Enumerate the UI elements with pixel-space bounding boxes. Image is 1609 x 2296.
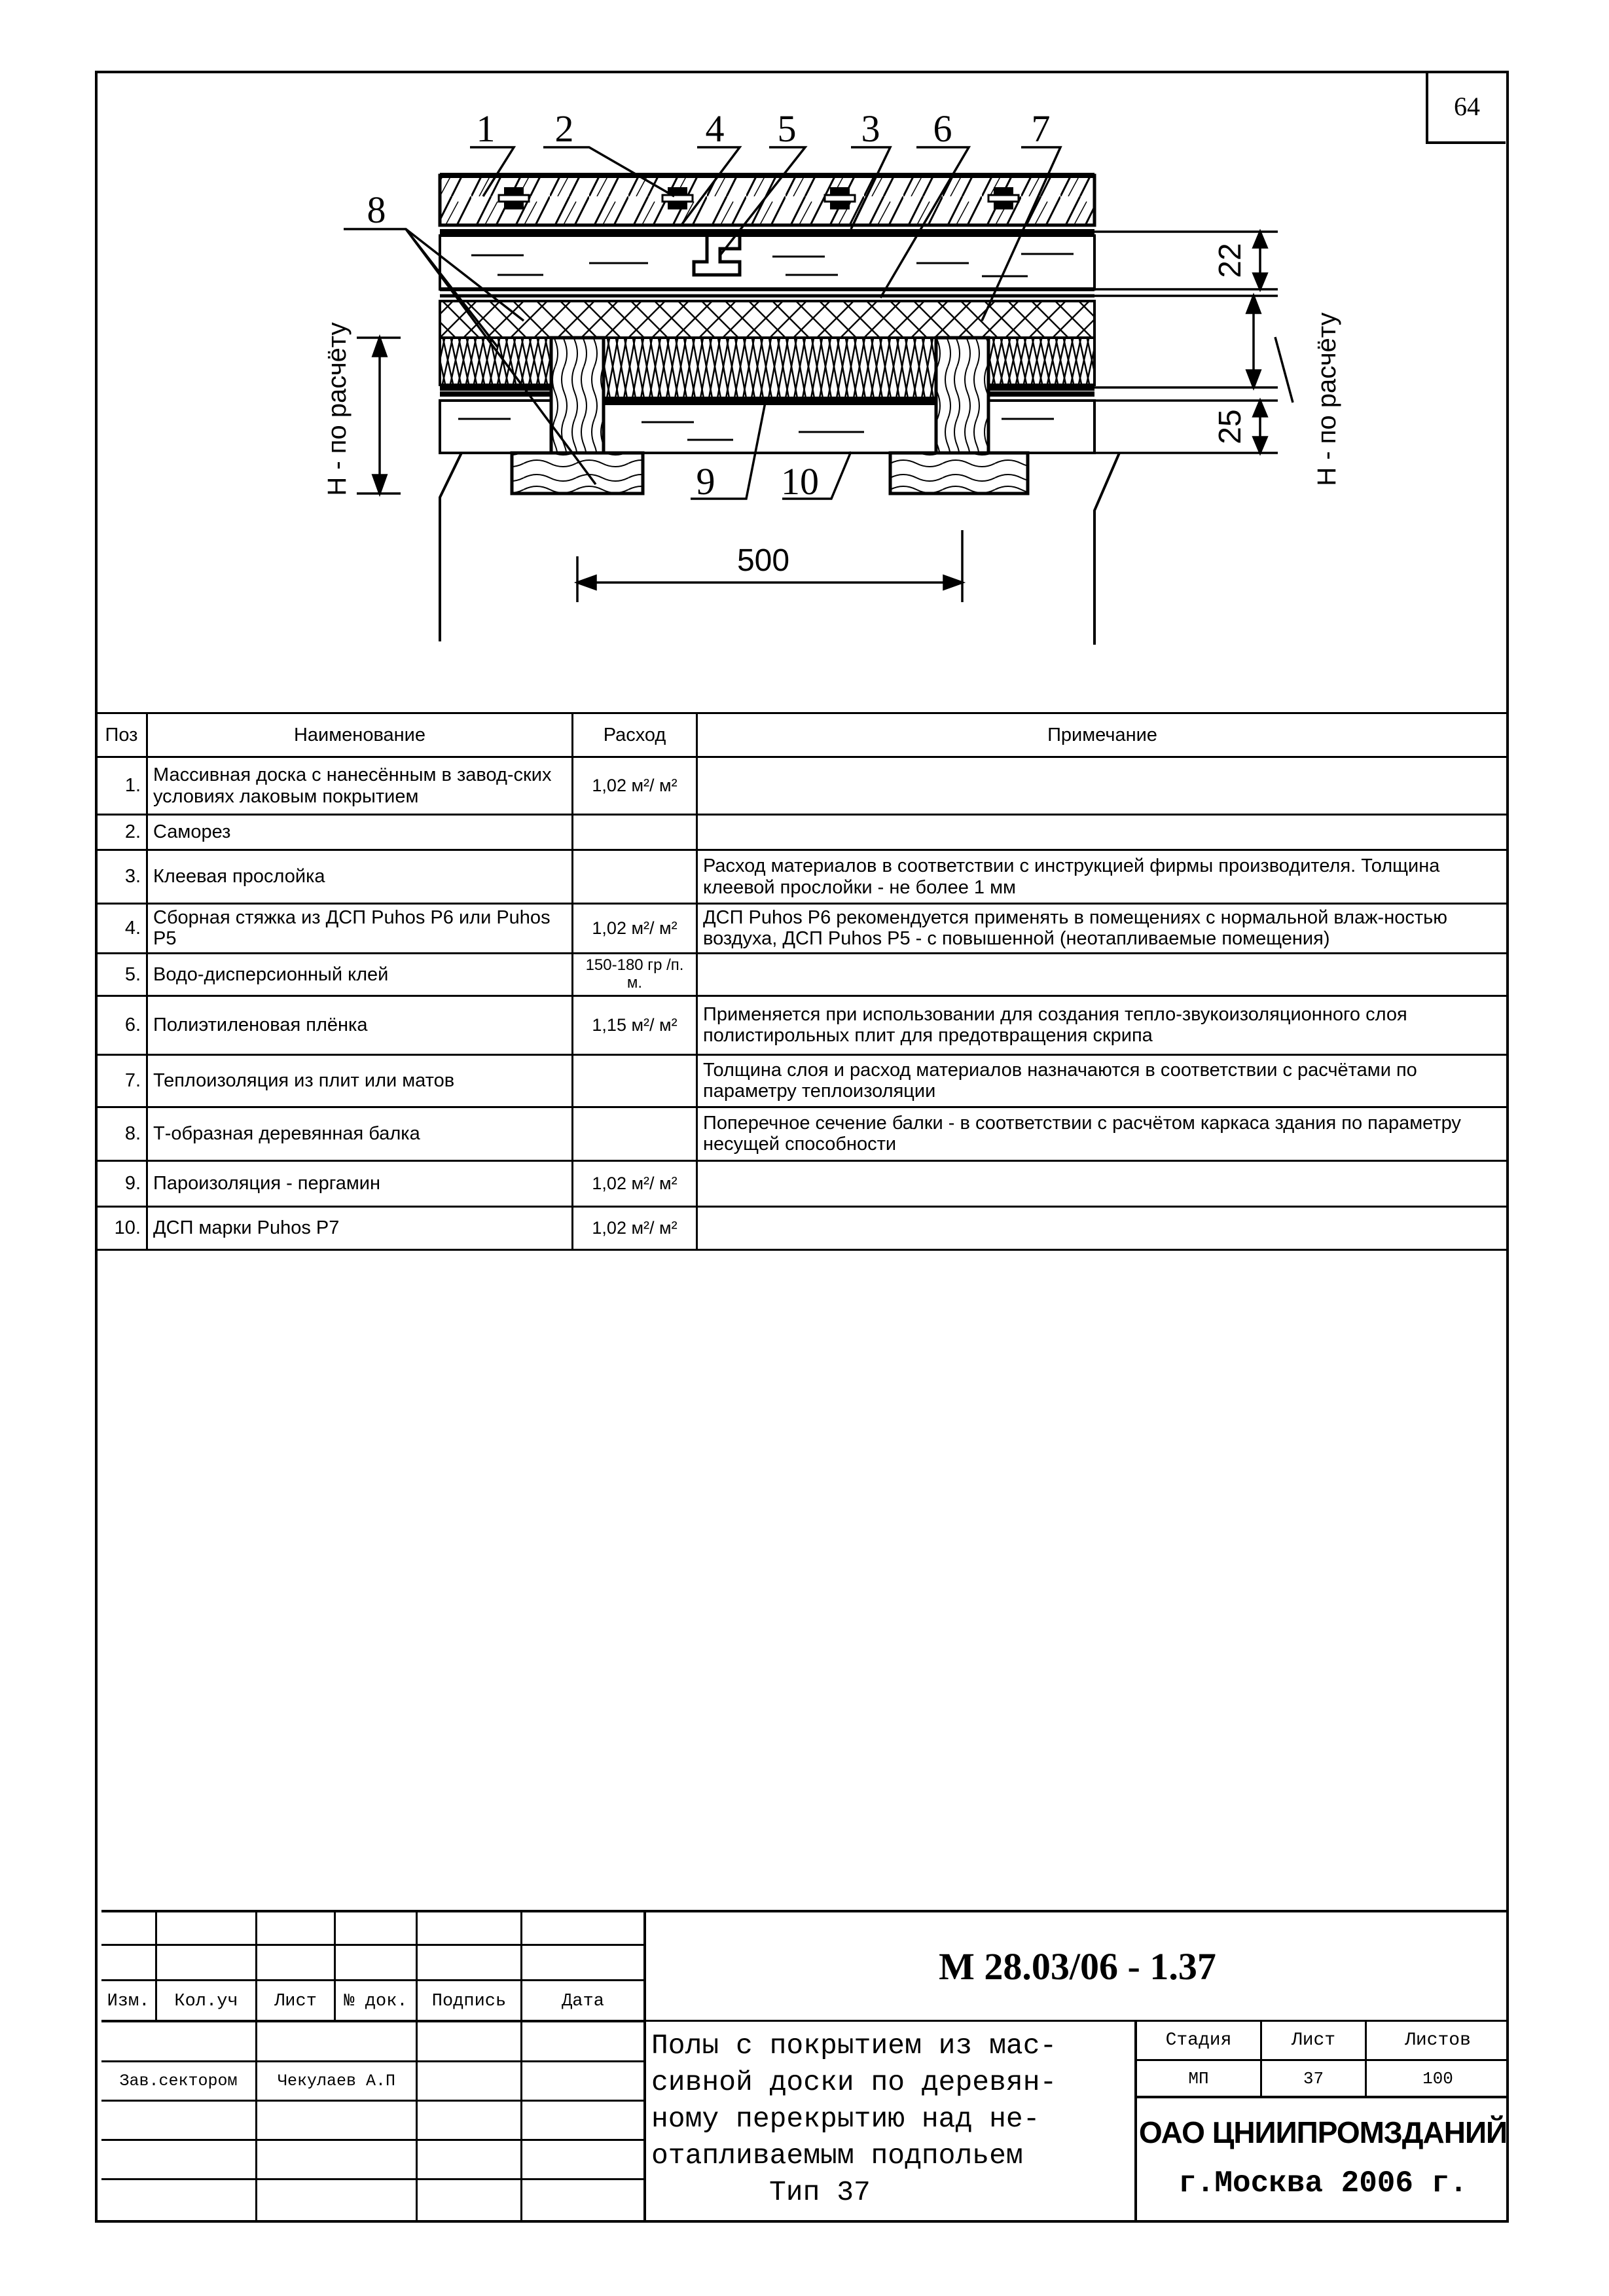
row-pos: 5. — [96, 953, 147, 996]
city-year: г.Москва 2006 г. — [1178, 2166, 1468, 2200]
row-note — [697, 1160, 1508, 1206]
row-pos: 10. — [96, 1206, 147, 1249]
row-consumption: 1,02 м²/ м² — [573, 1206, 697, 1249]
row-note — [697, 953, 1508, 996]
title-block — [101, 1910, 1509, 2223]
sheets-value: 100 — [1422, 2068, 1453, 2089]
row-pos: 2. — [96, 815, 147, 850]
col-list: Лист — [274, 1992, 317, 2011]
callout-9: 9 — [696, 460, 715, 503]
row-note: Расход материалов в соответствии с инструкцией фирмы производителя. Толщина клеевой прослойки - не более 1 мм — [697, 850, 1508, 904]
right-dimensions — [1094, 232, 1293, 453]
row-consumption: 1,02 м²/ м² — [573, 904, 697, 954]
row-consumption — [573, 850, 697, 904]
row-note — [697, 1206, 1508, 1249]
row-name: Теплоизоляция из плит или матов — [147, 1054, 573, 1107]
callout-2: 2 — [554, 107, 574, 150]
dimension-22-label: 22 — [1213, 243, 1248, 278]
row-consumption: 1,02 м²/ м² — [573, 757, 697, 815]
table-row — [96, 1160, 1508, 1206]
row-consumption: 1,02 м²/ м² — [573, 1160, 697, 1206]
row-consumption — [573, 1107, 697, 1160]
insulation-upper — [440, 301, 1094, 338]
row-name: Водо-дисперсионный клей — [147, 953, 573, 996]
header-note: Примечание — [697, 713, 1508, 757]
header-name: Наименование — [147, 713, 573, 757]
table-row — [96, 904, 1508, 954]
row-note: Толщина слоя и расход материалов назначаются в соответствии с расчётами по параметру теплоизоляции — [697, 1054, 1508, 1107]
table-row — [96, 1054, 1508, 1107]
organization-name: ОАО ЦНИИПРОМЗДАНИЙ — [1138, 2115, 1508, 2149]
role-label: Зав.сектором — [119, 2072, 238, 2090]
callout-5: 5 — [777, 107, 797, 150]
table-row — [96, 996, 1508, 1054]
stage-label: Стадия — [1165, 2030, 1232, 2051]
row-consumption — [573, 815, 697, 850]
row-note: Поперечное сечение балки - в соответствии с расчётом каркаса здания по параметру несущей способности — [697, 1107, 1508, 1160]
callout-8: 8 — [367, 188, 386, 231]
row-pos: 9. — [96, 1160, 147, 1206]
row-note — [697, 815, 1508, 850]
particleboard-p7 — [604, 404, 936, 453]
row-pos: 1. — [96, 757, 147, 815]
row-name: Саморез — [147, 815, 573, 850]
header-pos: Поз — [96, 713, 147, 757]
sheet-number: 64 — [1426, 71, 1506, 144]
dimension-25-label: 25 — [1213, 409, 1248, 444]
row-pos: 4. — [96, 904, 147, 954]
document-code: М 28.03/06 - 1.37 — [939, 1945, 1216, 1988]
row-consumption — [573, 1054, 697, 1107]
table-row — [96, 1107, 1508, 1160]
row-note: Применяется при использовании для создания тепло-звукоизоляционного слоя полистирольных плит для предотвращения скрипа — [697, 996, 1508, 1054]
specification-table — [95, 712, 1509, 1251]
row-name: Клеевая прослойка — [147, 850, 573, 904]
col-kol-uch: Кол.уч — [174, 1992, 238, 2011]
particleboard-screed — [440, 236, 1094, 289]
header-consumption: Расход — [573, 713, 697, 757]
row-pos: 7. — [96, 1054, 147, 1107]
sheet-value: 37 — [1303, 2068, 1324, 2089]
callout-10: 10 — [781, 460, 819, 503]
table-row — [96, 757, 1508, 815]
height-label-right: H - по расчёту — [1312, 312, 1341, 486]
row-pos: 3. — [96, 850, 147, 904]
row-pos: 6. — [96, 996, 147, 1054]
drawing-title: Полы с покрытием из мас- сивной доски по деревян- ному перекрытию над не- отапливаемым подпольем Тип 37 — [651, 2030, 1057, 2208]
row-note — [697, 757, 1508, 815]
person-name: Чекулаев А.П — [277, 2072, 396, 2090]
row-pos: 8. — [96, 1107, 147, 1160]
row-name: ДСП марки Puhos P7 — [147, 1206, 573, 1249]
table-row — [96, 953, 1508, 996]
row-name: Т-образная деревянная балка — [147, 1107, 573, 1160]
row-name: Сборная стяжка из ДСП Puhos P6 или Puhos P5 — [147, 904, 573, 954]
callout-4: 4 — [705, 107, 725, 150]
row-name: Полиэтиленовая плёнка — [147, 996, 573, 1054]
callout-7: 7 — [1031, 107, 1051, 150]
callout-6: 6 — [933, 107, 952, 150]
insulation-between-beams — [604, 338, 936, 400]
col-izm: Изм. — [107, 1992, 150, 2011]
height-dimension-left — [357, 338, 401, 493]
stage-value: МП — [1188, 2068, 1209, 2089]
row-name: Массивная доска с нанесённым в завод-ских условиях лаковым покрытием — [147, 757, 573, 815]
col-date: Дата — [562, 1992, 604, 2011]
sheets-label: Листов — [1405, 2030, 1471, 2051]
table-row — [96, 1206, 1508, 1249]
table-header-row — [96, 713, 1508, 757]
dimension-500-label: 500 — [736, 543, 790, 578]
col-signature: Подпись — [431, 1992, 507, 2011]
floor-section-drawing — [0, 0, 1609, 713]
col-doc-no: № док. — [344, 1992, 408, 2011]
table-row — [96, 815, 1508, 850]
callout-1: 1 — [476, 107, 496, 150]
row-name: Пароизоляция - пергамин — [147, 1160, 573, 1206]
sheet-label: Лист — [1291, 2030, 1336, 2051]
row-note: ДСП Puhos P6 рекомендуется применять в помещениях с нормальной влаж-ностью воздуха, ДСП Puhos P5 - с повышенной (неотапливаемые помещения) — [697, 904, 1508, 954]
table-row — [96, 850, 1508, 904]
callout-3: 3 — [861, 107, 880, 150]
row-consumption: 150-180 гр /п. м. — [573, 953, 697, 996]
height-label-left: H - по расчёту — [323, 322, 352, 496]
row-consumption: 1,15 м²/ м² — [573, 996, 697, 1054]
